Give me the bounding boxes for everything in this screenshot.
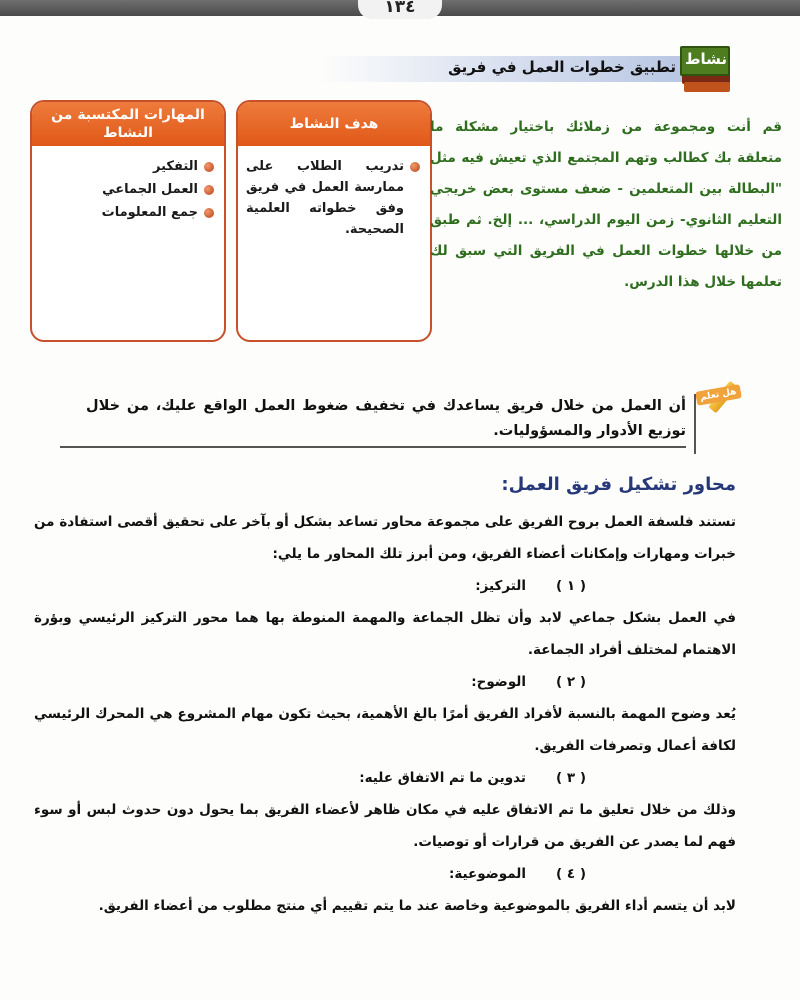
axis-number: ( ٤ ) [556, 866, 586, 882]
skill-item [40, 156, 214, 177]
skills-box-header: المهارات المكتسبة من النشاط [32, 102, 224, 146]
activity-paragraph: قم أنت ومجموعة من زملائك باختيار مشكلة ما متعلقة بك كطالب وتهم المجتمع الذي تعيش فيه مثل "البطالة بين المتعلمين - ضعف مستوى بعض خريجي التعليم الثانوي- زمن اليوم الدراسي، ... إلخ. [430, 119, 782, 228]
goal-text: تدريب الطلاب على ممارسة العمل في فريق وفق خطواته العلمية الصحيحة. [246, 159, 404, 237]
activity-title: تطبيق خطوات العمل في فريق [448, 58, 676, 76]
axis-title: الوضوح: [471, 674, 526, 690]
activity-badge [680, 42, 732, 94]
activity-badge-label: نشاط [684, 50, 728, 68]
section-intro: تستند فلسفة العمل بروح الفريق على مجموعة محاور تساعد بشكل أو بآخر على تحقيق أقصى استفادة من خبرات ومهارات وإمكانات أعضاء الفريق، ومن أبرز تلك المحاور ما يلي: [34, 514, 736, 562]
axis-heading [34, 666, 736, 698]
section-title: محاور تشكيل فريق العمل: [501, 474, 736, 495]
axis-heading [34, 762, 736, 794]
did-you-know-text: أن العمل من خلال فريق يساعدك في تخفيف ضغوط العمل الواقع عليك، من خلال توزيع الأدوار والمسؤوليات. [86, 398, 686, 439]
axis-title: التركيز: [475, 578, 526, 594]
axis-text: وذلك من خلال تعليق ما تم الاتفاق عليه في مكان ظاهر لأعضاء الفريق بما يحول دون حدوث لبس أو سوء فهم لما يصدر عن الفريق من قرارات أو توصيات. [34, 802, 736, 850]
axis-number: ( ١ ) [556, 578, 586, 594]
did-you-know-tag: هل تعلم [695, 384, 741, 406]
axis-number: ( ٣ ) [556, 770, 586, 786]
bullet-icon [410, 162, 420, 172]
goal-box-header: هدف النشاط [238, 102, 430, 146]
goal-item [246, 156, 420, 240]
axis-number: ( ٢ ) [556, 674, 586, 690]
axis-text: لابد أن يتسم أداء الفريق بالموضوعية وخاصة عند ما يتم تقييم أي منتج مطلوب من أعضاء الفريق. [98, 898, 736, 914]
bullet-icon [204, 162, 214, 172]
bullet-icon [204, 185, 214, 195]
axis-heading [34, 858, 736, 890]
skill-item [40, 179, 214, 200]
skill-item [40, 202, 214, 223]
axis-text: في العمل بشكل جماعي لابد وأن تظل الجماعة والمهمة المنوطة بها هما محور التركيز الرئيسي وبؤرة الاهتمام لمختلف أفراد الجماعة. [34, 610, 736, 658]
activity-instructions [430, 112, 782, 298]
bullet-icon [204, 208, 214, 218]
did-you-know-icon [696, 378, 744, 418]
axis-heading [34, 570, 736, 602]
axis-text: يُعد وضوح المهمة بالنسبة لأفراد الفريق أمرًا بالغ الأهمية، بحيث تكون مهام المشروع هي المحرك الرئيسي لكافة أعمال وتصرفات الفريق. [34, 706, 736, 754]
activity-paragraph-2: ثم طبق من خلالها خطوات العمل في الفريق التي سبق لك تعلمها خلال هذا الدرس. [430, 212, 782, 290]
page-number: ١٣٤ [358, 0, 442, 19]
activity-goal-box [236, 100, 432, 342]
skill-label: العمل الجماعي [102, 182, 198, 197]
skill-label: جمع المعلومات [101, 205, 198, 220]
axis-title: الموضوعية: [448, 866, 526, 882]
activity-skills-box [30, 100, 226, 342]
section-content [34, 506, 736, 922]
skill-label: التفكير [153, 159, 198, 174]
did-you-know-underline [60, 446, 686, 448]
axis-title: تدوين ما تم الاتفاق عليه: [359, 770, 526, 786]
